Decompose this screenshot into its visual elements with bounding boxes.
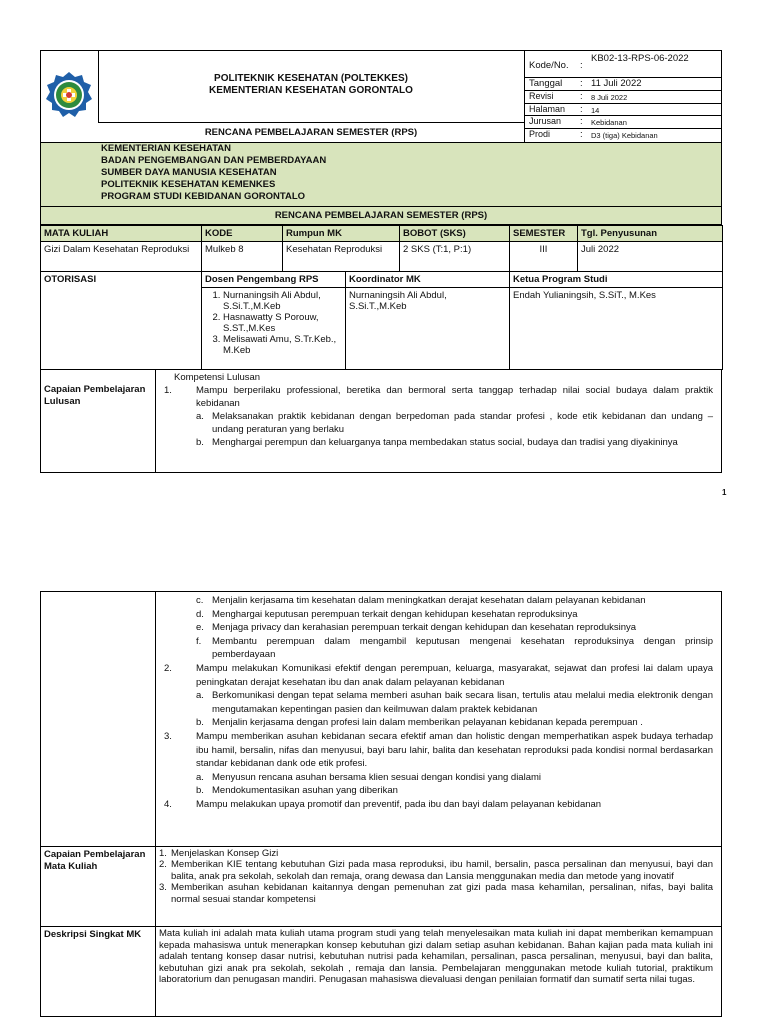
cpl-subitem: a. Menyusun rencana asuhan bersama klien sesuai dengan kondisi yang dialami bbox=[196, 771, 542, 783]
document-meta bbox=[525, 51, 721, 142]
meta-value: KB02-13-RPS-06-2022 bbox=[591, 53, 689, 64]
meta-key: Prodi bbox=[529, 129, 551, 139]
meta-value: 11 Juli 2022 bbox=[591, 78, 642, 89]
cpl-subitem: b. Mendokumentasikan asuhan yang diberikan bbox=[196, 785, 398, 797]
course-cell: Kesehatan Reproduksi bbox=[283, 242, 400, 272]
institution-line-1: POLITEKNIK KESEHATAN (POLTEKKES) bbox=[214, 73, 408, 84]
course-table bbox=[40, 225, 723, 272]
cpmk-item: 1. Menjelaskan Konsep Gizi bbox=[159, 848, 279, 859]
cpl-row bbox=[40, 370, 722, 473]
meta-row-jurusan: Jurusan : Kebidanan bbox=[525, 116, 721, 129]
institution-name bbox=[98, 51, 525, 122]
cpl-intro: Kompetensi Lulusan bbox=[174, 372, 261, 383]
institution-band-line: POLITEKNIK KESEHATAN KEMENKES bbox=[101, 179, 276, 190]
cpl-item: 3. Mampu memberikan asuhan kebidanan secara efektif aman dan holistic dengan memperhatikan aspek budaya terhadap ibu hamil, bersalin, nifas dan menyusui, bayi baru lahir, balita dan kesehatan reproduksi pada kondisi normal berdasarkan standar kebidanan dank ode etik profesi. bbox=[164, 730, 713, 770]
dosen-item: 3. Melisawati Amu, S.Tr.Keb., M.Keb bbox=[223, 334, 342, 356]
meta-key: Revisi bbox=[529, 91, 554, 101]
cpmk-label: Capaian Pembelajaran Mata Kuliah bbox=[41, 847, 156, 926]
course-cell: Mulkeb 8 bbox=[202, 242, 283, 272]
cpl-subitem: d. Menghargai keputusan perempuan terkait dengan kehidupan kesehatan reproduksinya bbox=[196, 608, 578, 620]
rps-band-title: RENCANA PEMBELAJARAN SEMESTER (RPS) bbox=[40, 207, 722, 225]
otorisasi-header-row bbox=[41, 272, 723, 288]
document-page-2 bbox=[40, 591, 722, 1017]
ketua-value: Endah Yulianingsih, S.SiT., M.Kes bbox=[510, 288, 723, 370]
cpl-item: 4. Mampu melakukan upaya promotif dan preventif, pada ibu dan bayi dalam pelayanan kebidanan bbox=[164, 798, 602, 810]
otorisasi-table bbox=[40, 271, 723, 370]
course-col-header: BOBOT (SKS) bbox=[400, 226, 510, 242]
course-cell: 2 SKS (T:1, P:1) bbox=[400, 242, 510, 272]
cpl-label: Capaian Pembelajaran Lulusan bbox=[41, 370, 156, 472]
deskripsi-row bbox=[40, 927, 722, 1017]
institution-band-line: BADAN PENGEMBANGAN DAN PEMBERDAYAAN bbox=[101, 155, 327, 166]
dosen-item: 1. Nurnaningsih Ali Abdul, S.Si.T.,M.Keb bbox=[223, 290, 342, 312]
page-number: 1 bbox=[722, 488, 727, 497]
course-table-value-row bbox=[41, 242, 723, 272]
cpl-continued-row bbox=[40, 591, 722, 847]
course-cell: Juli 2022 bbox=[578, 242, 723, 272]
deskripsi-label: Deskripsi Singkat MK bbox=[41, 927, 156, 1016]
dosen-list-cell bbox=[202, 288, 346, 370]
cpmk-item: 3. Memberikan asuhan kebidanan kaitannya dengan pemenuhan zat gizi pada masa kehamilan, persalinan, nifas, bayi balita normal sesuai standar kompetensi bbox=[159, 882, 713, 905]
meta-row-tanggal: Tanggal : 11 Juli 2022 bbox=[525, 78, 721, 91]
cpmk-item: 2. Memberikan KIE tentang kebutuhan Gizi pada masa reproduksi, ibu hamil, bersalin, pasca persalinan dan menyusui, bayi dan balita, anak pra sekolah, sekolah dan remaja, orang dewasa dan Lansia menggunakan media dan metode yang inovatif bbox=[159, 859, 713, 882]
cpl-subitem: a. Berkomunikasi dengan tepat selama memberi asuhan baik secara lisan, tertulis atau melalui media elektronik dengan mengutamakan kepentingan pasien dan keilmuwan dalam praktek kebidanan bbox=[196, 690, 713, 715]
meta-row-prodi: Prodi : D3 (tiga) Kebidanan bbox=[525, 129, 721, 142]
koordinator-value: Nurnaningsih Ali Abdul, S.Si.T.,M.Keb bbox=[346, 288, 510, 370]
logo-cell bbox=[41, 51, 99, 122]
course-col-header: Rumpun MK bbox=[283, 226, 400, 242]
course-col-header: Tgl. Penyusunan bbox=[578, 226, 723, 242]
document-page-1 bbox=[40, 50, 722, 473]
institution-band-line: KEMENTERIAN KESEHATAN bbox=[101, 143, 232, 154]
cpl-subitem: b. Menjalin kerjasama dengan profesi lain dalam memberikan pelayanan kebidanan kepada perempuan . bbox=[196, 717, 643, 729]
cpl-continued-body bbox=[156, 592, 721, 814]
meta-row-kode: Kode/No. : KB02-13-RPS-06-2022 bbox=[525, 51, 721, 78]
meta-value: 8 Juli 2022 bbox=[591, 93, 628, 102]
meta-value: 14 bbox=[591, 106, 600, 115]
otorisasi-label: OTORISASI bbox=[41, 272, 202, 370]
cpl-subitem: c. Menjalin kerjasama tim kesehatan dalam meningkatkan derajat kesehatan dalam pelayanan kebidanan bbox=[196, 595, 646, 606]
course-col-header: MATA KULIAH bbox=[41, 226, 202, 242]
course-col-header: SEMESTER bbox=[510, 226, 578, 242]
course-table-header-row bbox=[41, 226, 723, 242]
cpl-subitem: f. Membantu perempuan dalam mengambil keputusan mengenai kesehatan reproduksinya dengan prinsip pemberdayaan bbox=[196, 635, 713, 661]
cpl-subitem: e. Menjaga privacy dan kerahasian perempuan terkait dengan kehidupan dan kesehatan reproduksinya bbox=[196, 622, 637, 634]
cpl-body bbox=[156, 370, 721, 451]
poltekkes-logo-icon bbox=[44, 70, 94, 120]
cpl-item: 1. Mampu berperilaku professional, beretika dan bermoral serta tanggap terhadap nilai social budaya dalam praktik kebidanan bbox=[164, 385, 713, 409]
dosen-item: 2. Hasnawatty S Porouw, S.ST.,M.Kes bbox=[223, 312, 342, 334]
course-cell: III bbox=[510, 242, 578, 272]
dosen-header: Dosen Pengembang RPS bbox=[202, 272, 346, 288]
meta-row-revisi: Revisi : 8 Juli 2022 bbox=[525, 91, 721, 104]
meta-row-halaman: Halaman : 14 bbox=[525, 104, 721, 116]
meta-value: Kebidanan bbox=[591, 118, 627, 127]
course-cell: Gizi Dalam Kesehatan Reproduksi bbox=[41, 242, 202, 272]
cpmk-row bbox=[40, 847, 722, 927]
cpmk-body bbox=[156, 847, 721, 907]
cpl-item: 2. Mampu melakukan Komunikasi efektif dengan perempuan, keluarga, masyarakat, sejawat dan profesi lai dalam upaya peningkatan derajat kesehatan ibu dan anak dalam pelayanan kebidanan bbox=[164, 662, 713, 688]
institution-band-line: PROGRAM STUDI KEBIDANAN GORONTALO bbox=[101, 191, 306, 202]
dosen-list bbox=[205, 290, 342, 356]
meta-key: Jurusan bbox=[529, 116, 562, 126]
ketua-header: Ketua Program Studi bbox=[510, 272, 723, 288]
meta-key: Halaman bbox=[529, 104, 566, 114]
cpl-subitem: a. Melaksanakan praktik kebidanan dengan berpedoman pada standar profesi , kode etik kebidanan dan undang – undang peraturan yang berlaku bbox=[196, 411, 713, 435]
deskripsi-text: Mata kuliah ini adalah mata kuliah utama program studi yang telah menyelesaikan mata kuliah ini dapat memberikan kemampuan kepada mahasiswa untuk menerapkan konsep kebutuhan gizi dalam setiap asuhan kebidanan. Bahan kajian pada mata kuliah ini adalah tentang konsep dasar nutrisi, kebutuhan nutrisi pada kehamilan, persalinan, pasca persalinan, menyusui, bayi dan balita, kebutuhan gizi anak pra sekolah, sekolah , remaja dan lansia. Pembelajaran menggunakan metode kuliah tutorial, praktikum laboratorium dan penugasan mandiri. Penugasan mahasiswa dievaluasi dengan penilaian formatif dan sumatif serta nilai tugas. bbox=[159, 928, 713, 986]
document-title: RENCANA PEMBELAJARAN SEMESTER (RPS) bbox=[98, 122, 525, 143]
course-col-header: KODE bbox=[202, 226, 283, 242]
institution-band-line: SUMBER DAYA MANUSIA KESEHATAN bbox=[101, 167, 277, 178]
institution-band bbox=[40, 143, 722, 207]
meta-key: Kode/No. bbox=[529, 60, 569, 71]
koordinator-header: Koordinator MK bbox=[346, 272, 510, 288]
cpl-subitem: b. Menghargai perempun dan keluarganya tanpa membedakan status social, budaya dan tradisi yang diyakininya bbox=[196, 437, 678, 448]
document-header bbox=[40, 50, 722, 143]
meta-key: Tanggal bbox=[529, 78, 563, 89]
institution-line-2: KEMENTERIAN KESEHATAN GORONTALO bbox=[209, 85, 413, 96]
empty-label-cell bbox=[41, 592, 156, 846]
meta-value: D3 (tiga) Kebidanan bbox=[591, 131, 658, 140]
